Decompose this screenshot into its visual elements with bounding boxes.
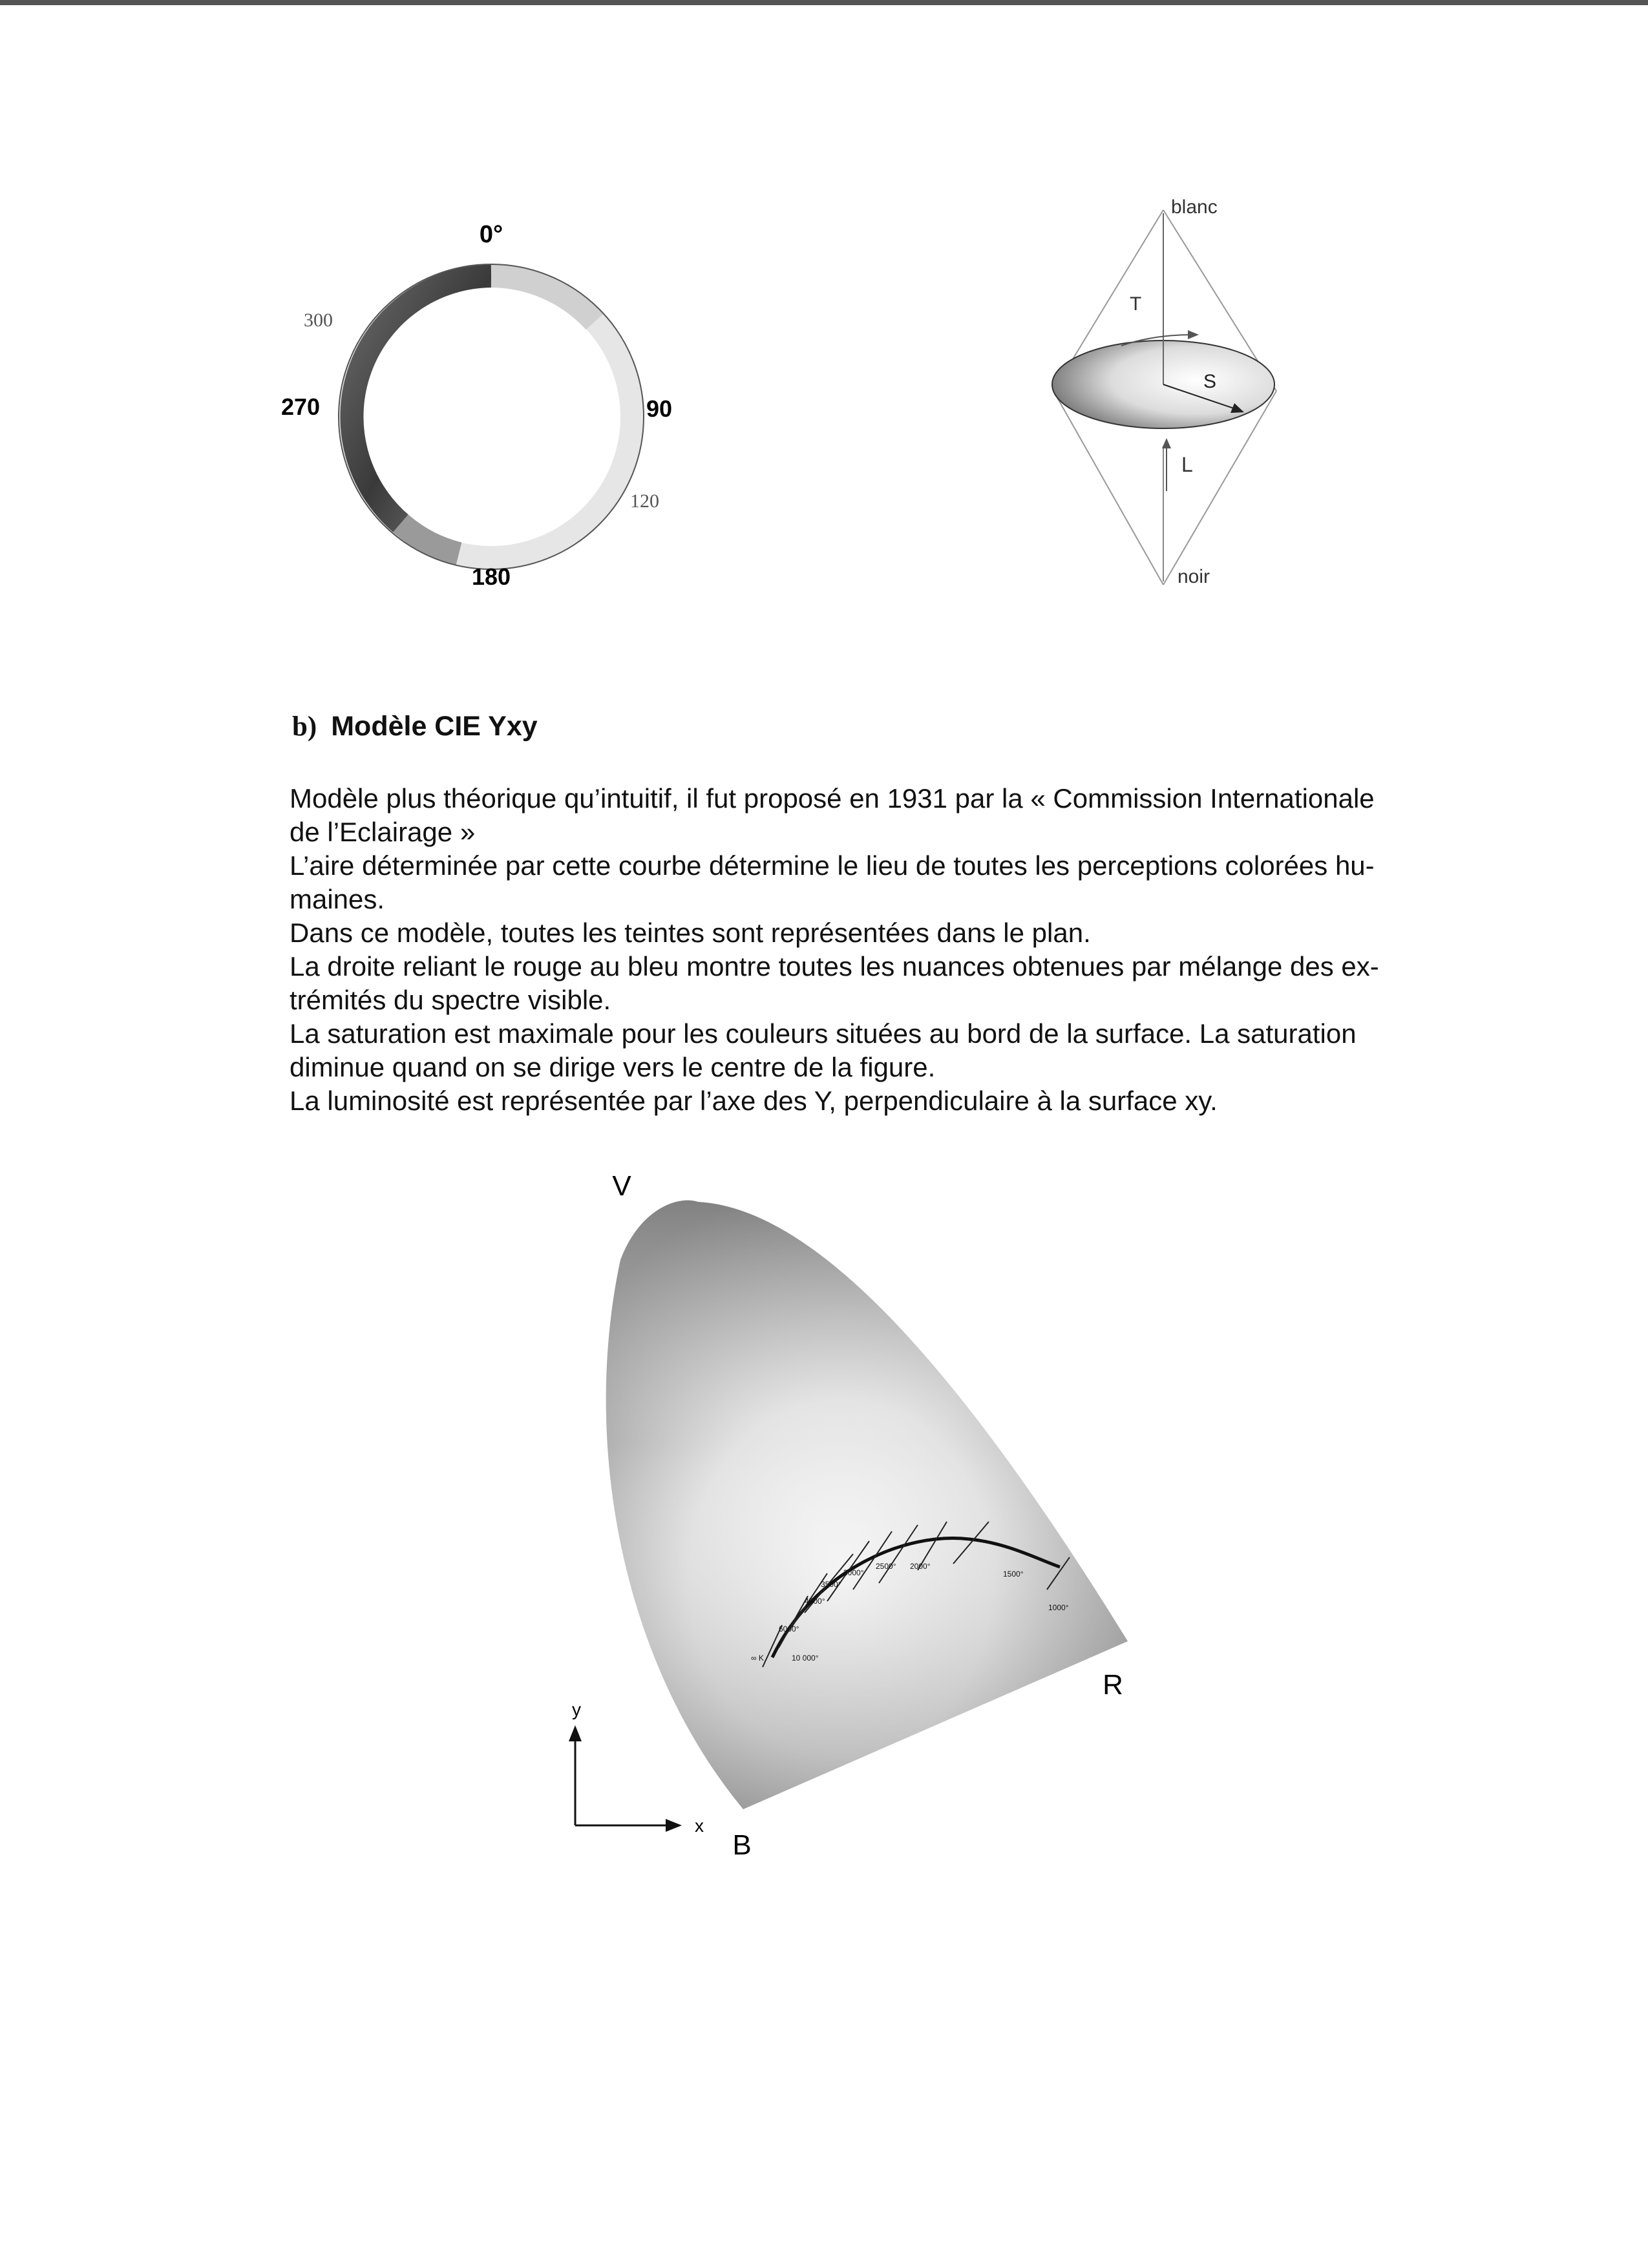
hue-label-300: 300 — [304, 310, 333, 331]
cone-label-t: T — [1130, 293, 1142, 315]
corner-label-v: V — [612, 1170, 631, 1202]
hue-label-270: 270 — [281, 394, 321, 420]
planck-label: 2500° — [876, 1562, 896, 1571]
paragraph: La luminosité est représentée par l’axe des Y, perpendiculaire à la surface xy. — [290, 1086, 1218, 1116]
paragraph: Dans ce modèle, toutes les teintes sont représentées dans le plan. — [290, 918, 1091, 948]
luminance-arrow-head — [1162, 438, 1171, 448]
hue-label-0: 0° — [479, 221, 503, 248]
cone-label-noir: noir — [1178, 566, 1210, 587]
body-text — [290, 782, 1498, 1118]
cone-label-s: S — [1203, 371, 1217, 392]
y-axis-arrow-head — [569, 1725, 582, 1741]
planck-label: 6000° — [779, 1624, 799, 1633]
cie-diagram-figure — [543, 1170, 1189, 1880]
hue-ring-mid-arc — [401, 523, 459, 554]
cone-label-blanc: blanc — [1171, 196, 1218, 218]
hsl-cone-figure — [1034, 187, 1305, 614]
corner-label-r: R — [1103, 1669, 1123, 1701]
cie-horseshoe-shade — [606, 1201, 1128, 1809]
planck-label: 3000° — [843, 1568, 864, 1577]
hue-label-90: 90 — [646, 395, 673, 422]
x-axis-label: x — [695, 1816, 704, 1836]
hue-ring-dark-arc — [352, 276, 491, 523]
planck-label: 3500° — [821, 1580, 841, 1589]
planck-label: 10 000° — [792, 1654, 819, 1663]
planck-label: 1000° — [1048, 1603, 1069, 1612]
paragraph: La saturation est maximale pour les couleurs situées au bord de la surface. La saturation diminue quand on se dirige vers le centre de la figure. — [290, 1018, 1357, 1082]
planck-label: ∞ K — [751, 1654, 764, 1663]
planck-label: 1500° — [1003, 1570, 1024, 1579]
paragraph: La droite reliant le rouge au bleu montre toutes les nuances obtenues par mélange des ex- trémités du spectre visible. — [290, 951, 1379, 1015]
scan-top-border — [0, 0, 1648, 5]
hue-label-120: 120 — [630, 490, 659, 512]
paragraph: L’aire déterminée par cette courbe détermine le lieu de toutes les perceptions colorées hu- maines. — [290, 850, 1375, 914]
section-title: Modèle CIE Yxy — [331, 711, 538, 742]
section-heading — [292, 711, 538, 742]
y-axis-label: y — [572, 1699, 581, 1719]
hue-ring-pale-arc — [491, 276, 595, 322]
hue-label-180: 180 — [471, 563, 511, 590]
hue-arrow-head — [1188, 330, 1199, 339]
corner-label-b: B — [732, 1829, 752, 1861]
x-axis-arrow-head — [666, 1819, 682, 1832]
planck-label: 4500° — [805, 1597, 825, 1606]
paragraph: Modèle plus théorique qu’intuitif, il fut proposé en 1931 par la « Commission Internationale de l’Eclairage » — [290, 783, 1375, 847]
section-number: b) — [292, 711, 317, 742]
cone-label-l: L — [1181, 453, 1193, 476]
hue-wheel-figure — [271, 213, 724, 614]
planck-label: 2000° — [910, 1562, 931, 1571]
